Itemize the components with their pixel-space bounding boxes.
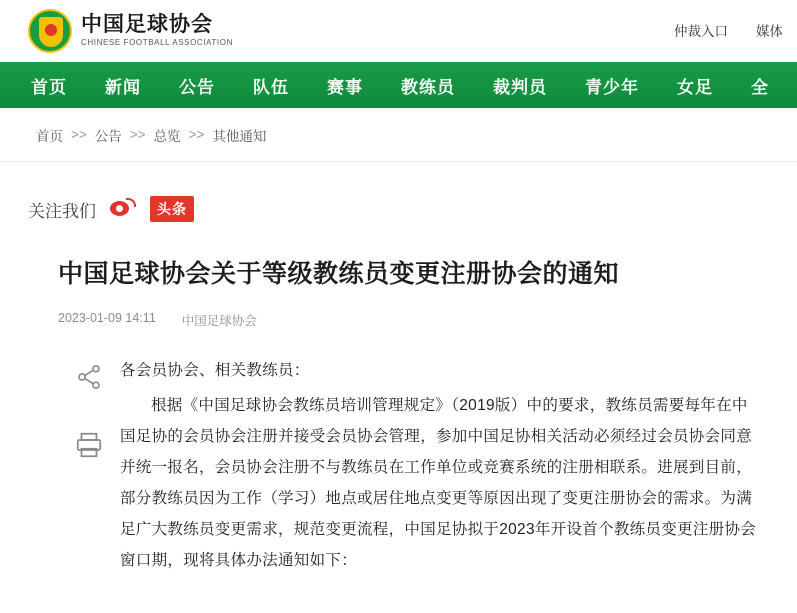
nav-item-women[interactable]: 女足 — [677, 77, 713, 97]
nav-item-teams[interactable]: 队伍 — [253, 77, 289, 97]
nav-item-youth[interactable]: 青少年 — [585, 77, 639, 97]
article-source: 中国足球协会 — [181, 313, 257, 328]
site-logo[interactable] — [28, 9, 233, 53]
nav-item-home[interactable]: 首页 — [31, 77, 67, 97]
article-paragraph-2: 根据《中国足球协会教练员培训管理规定》（2019版）中的要求，教练员需要每年在中国足协的会员协会注册并接受会员协会管理，参加中国足协相关活动必须经过会员协会同意并统一报名，会员协会注册不与教练员在工作单位或竞赛系统的注册相联系。进展到目前，部分教练员因为工作（学习）地点或居住地点变更等原因出现了变更注册协会的需求。为满足广大教练员变更需求，规范变更流程，中国足协拟于2023年开设首个教练员变更注册协会窗口期，现将具体办法通知如下： — [120, 396, 757, 569]
breadcrumb-separator-2: >> — [129, 127, 146, 142]
nav-item-referees[interactable]: 裁判员 — [493, 77, 547, 97]
top-bar — [0, 0, 797, 62]
article — [0, 222, 797, 580]
nav-item-news[interactable]: 新闻 — [105, 77, 141, 97]
nav-item-matches[interactable]: 赛事 — [327, 77, 363, 97]
follow-us-bar — [0, 162, 797, 222]
article-body-row — [58, 355, 757, 580]
top-link-arbitration[interactable]: 仲裁入口 — [674, 24, 728, 39]
breadcrumb-item-home[interactable]: 首页 — [36, 128, 63, 144]
logo-title-cn: 中国足球协会 — [81, 13, 213, 37]
top-links — [674, 20, 797, 40]
breadcrumb-item-other-notice[interactable]: 其他通知 — [212, 128, 267, 144]
breadcrumb-separator-3: >> — [188, 127, 205, 142]
nav-item-coaches[interactable]: 教练员 — [401, 77, 455, 97]
logo-title-en: CHINESE FOOTBALL ASSOCIATION — [81, 38, 233, 48]
logo-text-block — [81, 14, 233, 47]
article-paragraph-1: 各会员协会、相关教练员： — [120, 361, 310, 379]
weibo-icon[interactable] — [110, 198, 136, 220]
breadcrumb-item-notice[interactable]: 公告 — [94, 128, 122, 144]
article-meta — [58, 311, 757, 329]
nav-item-more[interactable]: 全 — [751, 77, 769, 97]
toutiao-icon[interactable]: 头条 — [150, 196, 194, 222]
top-link-media[interactable]: 媒体 — [756, 24, 783, 39]
breadcrumb — [0, 108, 797, 162]
breadcrumb-separator-1: >> — [71, 127, 87, 142]
article-title: 中国足球协会关于等级教练员变更注册协会的通知 — [58, 260, 620, 288]
cfa-crest-icon — [28, 9, 72, 53]
article-content — [120, 355, 757, 580]
nav-item-notice[interactable]: 公告 — [179, 77, 215, 97]
article-side-tools — [58, 355, 120, 580]
share-icon[interactable] — [75, 363, 103, 396]
print-icon[interactable] — [73, 430, 105, 465]
follow-us-label: 关注我们 — [28, 201, 96, 221]
article-date: 2023-01-09 14:11 — [58, 310, 156, 325]
breadcrumb-item-overview[interactable]: 总览 — [153, 128, 181, 144]
main-nav — [0, 62, 797, 108]
